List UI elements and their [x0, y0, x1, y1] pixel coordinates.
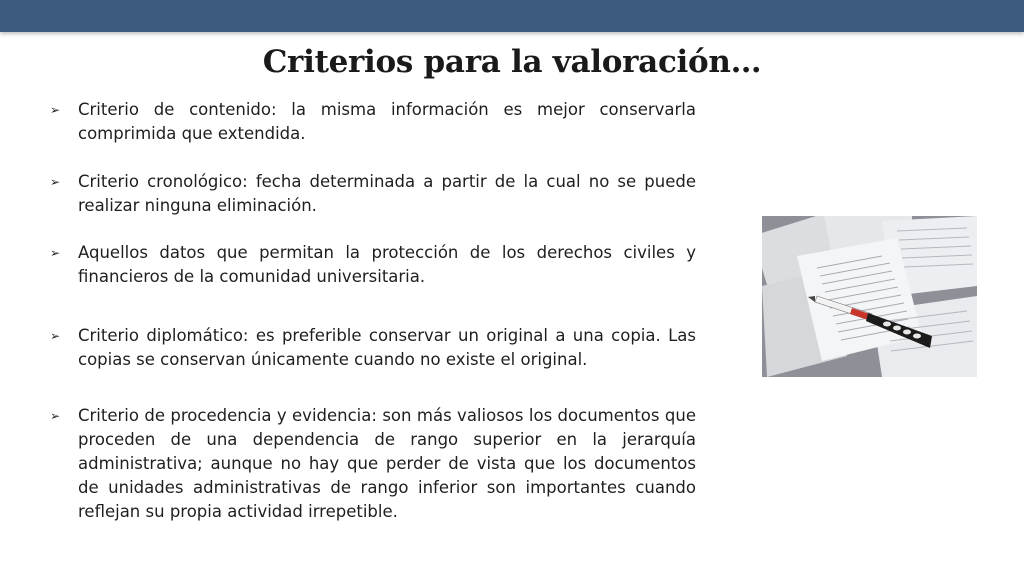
- bullet-text: Criterio de procedencia y evidencia: son más valiosos los documentos que proceden de una dependencia de rango superior en la jerarquía administrativa; aunque no hay que perder de vista que los documentos de unidades administrativas de rango inferior son importantes cuando reflejan su propia actividad irrepetible.: [78, 406, 696, 521]
- bullet-text: Criterio cronológico: fecha determinada a partir de la cual no se puede realizar ninguna eliminación.: [78, 172, 696, 215]
- bullet-item: [50, 324, 698, 372]
- arrowhead-bullet-icon: ➢: [50, 409, 61, 423]
- arrowhead-bullet-icon: ➢: [50, 246, 61, 260]
- bullet-item: [50, 98, 698, 146]
- bullet-item: [50, 241, 698, 289]
- papers-and-pen-photo: [762, 216, 977, 377]
- arrowhead-bullet-icon: ➢: [50, 329, 61, 343]
- arrowhead-bullet-icon: ➢: [50, 175, 61, 189]
- papers-illustration: [762, 216, 977, 377]
- bullet-text: Aquellos datos que permitan la protección de los derechos civiles y financieros de la comunidad universitaria.: [78, 243, 696, 286]
- bullet-item: [50, 404, 698, 524]
- top-banner: [0, 0, 1024, 32]
- bullet-text: Criterio de contenido: la misma información es mejor conservarla comprimida que extendida.: [78, 100, 696, 143]
- slide-title: Criterios para la valoración…: [262, 44, 762, 80]
- bullet-item: [50, 170, 698, 218]
- bullet-text: Criterio diplomático: es preferible conservar un original a una copia. Las copias se conservan únicamente cuando no existe el original.: [78, 326, 696, 369]
- arrowhead-bullet-icon: ➢: [50, 103, 61, 117]
